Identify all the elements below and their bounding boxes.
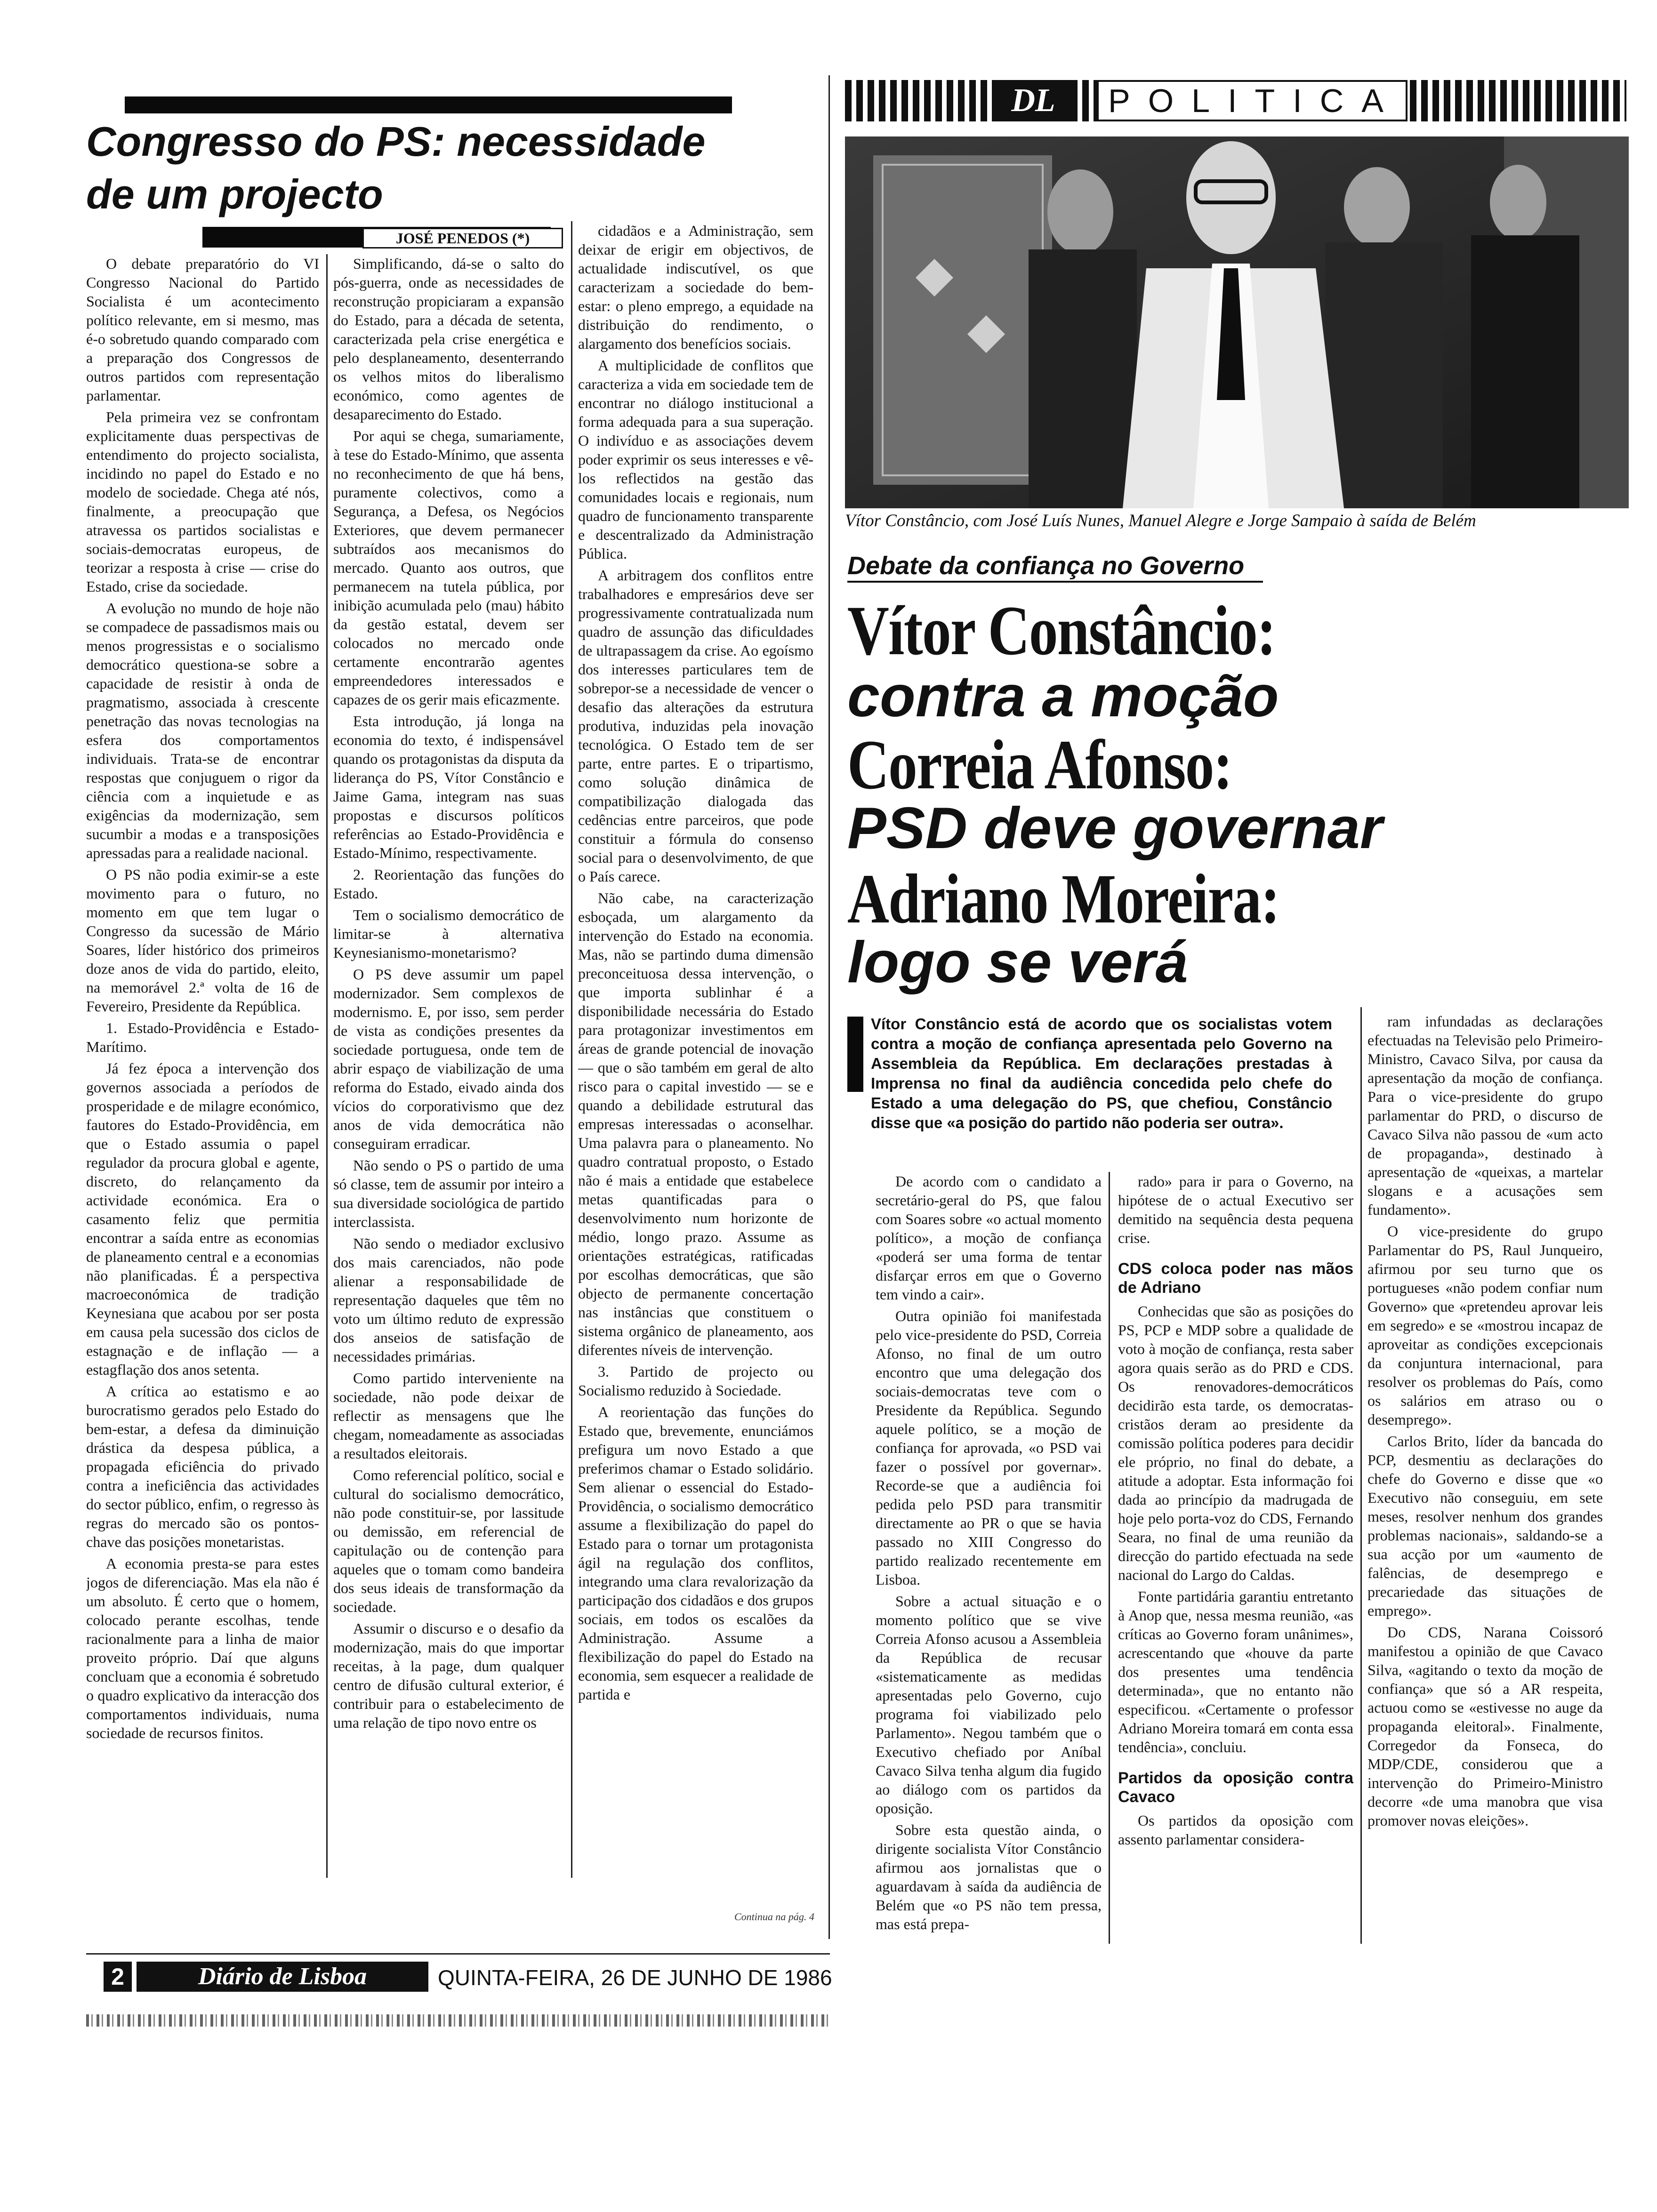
paragraph: Como referencial político, social e cultural do socialismo democrático, não pode constituir-se, por lassitude ou demissão, em referencial de capitulação ou de contenção para aqueles que o tomam como bandeira dos seus ideais de transformação da sociedade. <box>333 1467 564 1615</box>
news-photo <box>845 136 1629 508</box>
paragraph: cidadãos e a Administração, sem deixar de erigir em objectivos, de actualidade indiscutível, os que caracterizam a sociedade do bem-estar: o pleno emprego, a equidade na distribuição do rendimento, o alargamento dos benefícios sociais. <box>578 222 813 352</box>
section-logo: DL <box>1011 82 1055 119</box>
byline: JOSÉ PENEDOS (*) <box>395 230 530 247</box>
headline-3: Correia Afonso: <box>847 726 1232 804</box>
paragraph: rado» para ir para o Governo, na hipótese de o actual Executivo ser demitido na sequência desta pequena crise. <box>1118 1173 1353 1246</box>
paragraph: Tem o socialismo democrático de limitar-se à alternativa Keynesianismo-monetarismo? <box>333 906 564 961</box>
byline-box <box>362 228 563 248</box>
paragraph: A economia presta-se para estes jogos de diferenciação. Mas ela não é um absoluto. É certo que o homem, colocado perante escolhas, tende racionalmente para a linha de maior proveito próprio. Daí que alguns concluam que a economia é sobretudo o quadro explicativo da interacção dos comportamentos individuais, numa sociedade de recursos finitos. <box>86 1555 319 1741</box>
paragraph: Não sendo o mediador exclusivo dos mais carenciados, não pode alienar a responsabilidade de representação daqueles que têm no voto um último reduto de expressão dos anseios de satisfação de necessidades primárias. <box>333 1235 564 1365</box>
left-frame-right <box>828 75 830 1939</box>
left-col-divider-1 <box>326 254 328 1878</box>
subhead-cds: CDS coloca poder nas mãos de Adriano <box>1118 1260 1353 1297</box>
paragraph: Esta introdução, já longa na economia do texto, é indispensável quando os protagonistas da disputa da liderança do PS, Vítor Constâncio e Jaime Gama, integram nas suas propostas e discursos políticos referências ao Estado-Providência e Estado-Mínimo, respectivamente. <box>333 713 564 861</box>
photo-illustration <box>845 136 1629 508</box>
headline-5: Adriano Moreira: <box>847 860 1279 938</box>
paragraph: Carlos Brito, líder da bancada do PCP, desmentiu as declarações do chefe do Governo e disse que «o Executivo não conseguiu, em sete meses, resolver nenhum dos grandes problemas nacionais», saldando-se a sua acção por um «aumento de falências, de desemprego e precariedade das situações de emprego». <box>1367 1433 1603 1619</box>
paragraph: Do CDS, Narana Coissoró manifestou a opinião de que Cavaco Silva, «agitando o texto da moção de confiança» que só a AR respeita, actuou como se «estivesse no auge da propaganda eleitoral». Finalmente, Corregedor da Fonseca, do MDP/CDE, considerou que a intervenção do Primeiro-Ministro decorre «de uma manobra que visa promover novas eleições». <box>1367 1624 1603 1829</box>
paragraph: Não cabe, na caracterização esboçada, um alargamento da intervenção do Estado na economia. Mas, não se partindo duma dimensão preconceituosa dessa intervenção, o que importa sublinhar é a disponibilidade necessária do Estado para protagonizar investimentos em áreas de grande potencial de inovação — que o são também em geral de alto risco para o capital investido — se e quando a debilidade estrutural das empresas interessadas o aconselhar. Uma palavra para o planeamento. No quadro contratual proposto, o Estado não é mais a entidade que estabelece metas quantificadas para o desenvolvimento num horizonte de médio, longo prazo. Assume as orientações estratégicas, ratificadas por escolhas democráticas, que são objecto de permanente concertação nas instâncias que constituem o sistema orgânico de planeamento, aos diferentes níveis de intervenção. <box>578 890 813 1358</box>
lead-black-bar <box>847 1017 863 1092</box>
page-number: 2 <box>111 1964 124 1990</box>
left-col-divider-2 <box>571 221 572 1878</box>
right-col-a <box>876 1172 1102 1953</box>
paragraph: O PS deve assumir um papel modernizador. Sem complexos de modernismo. E, por isso, sem perder de vista as condições presentes da sociedade portuguesa, onde tem de abrir espaço de viabilização de uma reforma do Estado, eivado ainda dos vícios do corporativismo que dez anos de vida democrática não conseguiram erradicar. <box>333 966 564 1152</box>
footer-noise-strip <box>86 2014 830 2027</box>
section-logo-box <box>993 80 1073 121</box>
photo-caption: Vítor Constâncio, com José Luís Nunes, Manuel Alegre e Jorge Sampaio à saída de Belém <box>845 511 1476 530</box>
paragraph: Outra opinião foi manifestada pelo vice-presidente do PSD, Correia Afonso, no final de um outro encontro que uma delegação dos sociais-democratas teve com o Presidente da República. Segundo aquele político, se a moção de confiança for aprovada, «o PSD vai fazer o possível por governar». Recorde-se que a audiência foi pedida pelo PSD para transmitir directamente ao PR o que se havia passado no XIII Congresso do partido realizado recentemente em Lisboa. <box>876 1307 1102 1588</box>
paragraph: Conhecidas que são as posições do PS, PCP e MDP sobre a qualidade de voto à moção de confiança, resta saber agora quais serão as do PRD e CDS. Os renovadores-democráticos decidirão esta tarde, os democratas-cristãos deram ao presidente da comissão política poderes para decidir ele próprio, no final do debate, a atitude a adoptar. Esta informação foi dada ao princípio da madrugada de hoje pelo porta-voz do CDS, Fernando Seara, no final de uma reunião da direcção do partido efectuada na sede nacional do Largo do Caldas. <box>1118 1303 1353 1583</box>
paragraph: Sobre esta questão ainda, o dirigente socialista Vítor Constâncio afirmou aos jornalistas que o aguardavam à saída da audiência de Belém que «o PS não tem pressa, mas está prepa- <box>876 1821 1102 1932</box>
subhead-oposicao: Partidos da oposição contra Cavaco <box>1118 1769 1353 1806</box>
paragraph: A reorientação das funções do Estado que, brevemente, enunciámos prefigura um novo Estado a que preferimos chamar o Estado solidário. Sem alienar o essencial do Estado-Providência, o socialismo democrático assume a flexibilização do papel do Estado para o tornar um protagonista ágil na regulação dos conflitos, integrando uma clara revalorização da participação dos cidadãos e dos grupos sociais, em todos os escalões da Administração. Assume a flexibilização do papel do Estado na economia, sem esquecer a realidade de partida e <box>578 1403 813 1703</box>
paragraph: Como partido interveniente na sociedade, não pode deixar de reflectir as mensagens que lhe chegam, nomeadamente as associadas a resultados eleitorais. <box>333 1370 564 1462</box>
paragraph: Simplificando, dá-se o salto do pós-guerra, onde as necessidades de reconstrução propiciaram a expansão do Estado, para a década de setenta, caracterizada pela crise energética e pelo desplaneamento, desenterrando os velhos mitos do liberalismo económico, como agentes de desaparecimento do Estado. <box>333 255 564 423</box>
paragraph: Pela primeira vez se confrontam explicitamente duas perspectivas de entendimento do projecto socialista, incidindo no papel do Estado e no modelo de sociedade. Chega até nós, finalmente, a preocupação que atravessa os partidos socialistas e sociais-democratas europeus, de teorizar a resposta à crise — crise do Estado, crise da sociedade. <box>86 409 319 595</box>
right-col-b <box>1118 1172 1353 1953</box>
headline-4: PSD deve governar <box>847 796 1383 861</box>
paragraph: ram infundadas as declarações efectuadas na Televisão pelo Primeiro-Ministro, Cavaco Silva, por causa da apresentação da moção de confiança. Para o vice-presidente do grupo parlamentar do PRD, o discurso de Cavaco Silva não passou de «um acto de propaganda», destinado à apresentação de «queixas, a martelar slogans e a acusações sem fundamento». <box>1367 1013 1603 1218</box>
paragraph: Os partidos da oposição com assento parlamentar considera- <box>1118 1812 1353 1848</box>
section-name: POLITICA <box>1108 82 1401 119</box>
left-top-bar <box>125 96 732 113</box>
left-title-line2: de um projecto <box>86 171 383 217</box>
paragraph: Por aqui se chega, sumariamente, à tese do Estado-Mínimo, que assenta no reconhecimento de que há bens, puramente colectivos, como a Segurança, a Defesa, os Negócios Exteriores, que devem permanecer subtraídos aos mecanismos do mercado. Quanto aos outros, que permanecem na tutela pública, por inibição acumulada pelo (mau) hábito da gestão estatal, devem ser colocados no mercado onde certamente encontrarão agentes empreendedores interessados e capazes de os gerir mais eficazmente. <box>333 427 564 708</box>
kicker: Debate da confiança no Governo <box>847 551 1263 583</box>
left-col-3 <box>578 221 813 1897</box>
lead-paragraph: Vítor Constâncio está de acordo que os socialistas votem contra a moção de confiança apresentada pelo Governo na Assembleia da República. Em declarações prestadas à Imprensa no final da audiência concedida pelo chefe do Estado a uma delegação do PS, que chefiou, Constâncio disse que «a posição do partido não poderia ser outra». <box>871 1015 1332 1131</box>
continua-note: Continua na pág. 4 <box>734 1911 814 1923</box>
left-col-2 <box>333 254 564 1901</box>
paragraph: Assumir o discurso e o desafio da modernização, mais do que importar receitas, à la page, dum qualquer centro de difusão cultural exterior, é contribuir para o estabelecimento de uma relação de tipo novo entre os <box>333 1620 564 1731</box>
section-name-box <box>1097 80 1408 121</box>
paragraph: O vice-presidente do grupo Parlamentar do PS, Raul Junqueiro, afirmou por seu turno que os portugueses «não podem confiar num Governo» que «pretendeu aprovar leis em segredo» e se «mostrou incapaz de aproveitar as condições excepcionais da conjuntura internacional, para resolver os problemas do País, como os salários em atraso ou o desemprego». <box>1367 1223 1603 1428</box>
headline-2: contra a moção <box>847 664 1279 729</box>
paragraph: A arbitragem dos conflitos entre trabalhadores e empresários deve ser progressivamente contratualizada num quadro de assunção das dificuldades de ultrapassagem da crise. Ao egoísmo dos interesses particulares tem de sobrepor-se a necessidade de vencer o desafio das alterações da estrutura produtiva, induzidas pela inovação tecnológica. O Estado tem de ser parte, entre partes. E o tripartismo, como solução dinâmica de compatibilização dialogada das cedências entre parceiros, que pode constituir a fórmula do consenso social para o desenvolvimento, de que o País carece. <box>578 567 813 885</box>
paragraph: O PS não podia eximir-se a este movimento para o futuro, no momento em que tem lugar o Congresso da sucessão de Mário Soares, líder histórico dos primeiros doze anos de vida do partido, eleito, na memorável 2.ª volta de 16 de Fevereiro, Presidente da República. <box>86 866 319 1015</box>
footer-page-box <box>104 1962 132 1992</box>
paragraph: A crítica ao estatismo e ao burocratismo gerados pelo Estado do bem-estar, a defesa da diminuição drástica da despesa pública, a propagada eficiência do privado contra a ineficiência das actividades do sector público, enfim, o regresso às regras do mercado são os pontos-chave das posições monetaristas. <box>86 1383 319 1550</box>
footer-rule <box>86 1953 830 1955</box>
right-col-c <box>1367 1012 1603 1948</box>
left-title-line1: Congresso do PS: necessidade <box>86 118 706 165</box>
paragraph: Sobre a actual situação e o momento político que se vive Correia Afonso acusou a Assembleia da República de recusar «sistematicamente as medidas apresentadas pelo Governo, cujo programa foi viabilizado pelo Parlamento». Negou também que o Executivo chefiado por Aníbal Cavaco Silva tenha algum dia fugido ao diálogo com os partidos da oposição. <box>876 1593 1102 1817</box>
right-col-divider-2 <box>1360 1007 1362 1944</box>
paragraph: O debate preparatório do VI Congresso Nacional do Partido Socialista é um acontecimento político relevante, em si mesmo, mas é-o sobretudo quando comparado com a preparação dos Congressos de outros partidos com representação parlamentar. <box>86 255 319 404</box>
right-col-divider-1 <box>1109 1172 1110 1944</box>
paragraph: 2. Reorientação das funções do Estado. <box>333 866 564 902</box>
paragraph: 3. Partido de projecto ou Socialismo reduzido à Sociedade. <box>578 1363 813 1399</box>
footer-date: QUINTA-FEIRA, 26 DE JUNHO DE 1986 <box>438 1965 832 1990</box>
paper-name: Diário de Lisboa <box>198 1963 367 1990</box>
paragraph: 1. Estado-Providência e Estado-Marítimo. <box>86 1019 319 1055</box>
headline-6: logo se verá <box>847 930 1188 995</box>
headline-1: Vítor Constâncio: <box>847 592 1276 670</box>
paragraph: Já fez época a intervenção dos governos associada a períodos de prosperidade e de milagre económico, fautores do Estado-Providência, em que o Estado assumia o papel regulador da procura global e agente, discreto, do relançamento da actividade económica. Era o casamento feliz que permitia encontrar a saída entre as economias de planeamento central e a economias não planificadas. É a perspectiva macroeconómica de tradição Keynesiana que acabou por ser posta em causa pela sucessão dos ciclos de estagnação e de inflação — a estagflação dos anos setenta. <box>86 1060 319 1378</box>
paragraph: Fonte partidária garantiu entretanto à Anop que, nessa mesma reunião, «as críticas ao Governo foram unânimes», acrescentando que «houve da parte dos presentes uma tendência determinada», que no entanto não especificou. «Certamente o professor Adriano Moreira tomará em conta essa tendência», concluiu. <box>1118 1588 1353 1755</box>
paragraph: A evolução no mundo de hoje não se compadece de passadismos mais ou menos progressistas e o socialismo democrático questiona-se sobre a capacidade de resistir à onda de pragmatismo, associada à crescente penetração das novas tecnologias na esfera dos comportamentos individuais. Trata-se de encontrar respostas que conjuguem o rigor da ciência com a inquietude e as exigências da modernização, sem sucumbir a modas e a transposições apressadas para a realidade nacional. <box>86 600 319 861</box>
paragraph: A multiplicidade de conflitos que caracteriza a vida em sociedade tem de encontrar no diálogo institucional a forma adequada para a sua superação. O indivíduo e as associações devem poder exprimir os seus interesses e vê-los reflectidos na gestão das comunidades locais e regionais, num quadro de funcionamento transparente e descentralizado da Administração Pública. <box>578 357 813 562</box>
paragraph: Não sendo o PS o partido de uma só classe, tem de assumir por inteiro a sua diversidade sociológica de partido interclassista. <box>333 1157 564 1230</box>
paragraph: De acordo com o candidato a secretário-geral do PS, que falou com Soares sobre «o actual momento político», a moção de confiança «poderá ser uma forma de tentar disfarçar erros em que o Governo tem vindo a cair». <box>876 1173 1102 1303</box>
left-col-1 <box>86 254 319 1901</box>
footer-paper-box <box>137 1962 428 1992</box>
